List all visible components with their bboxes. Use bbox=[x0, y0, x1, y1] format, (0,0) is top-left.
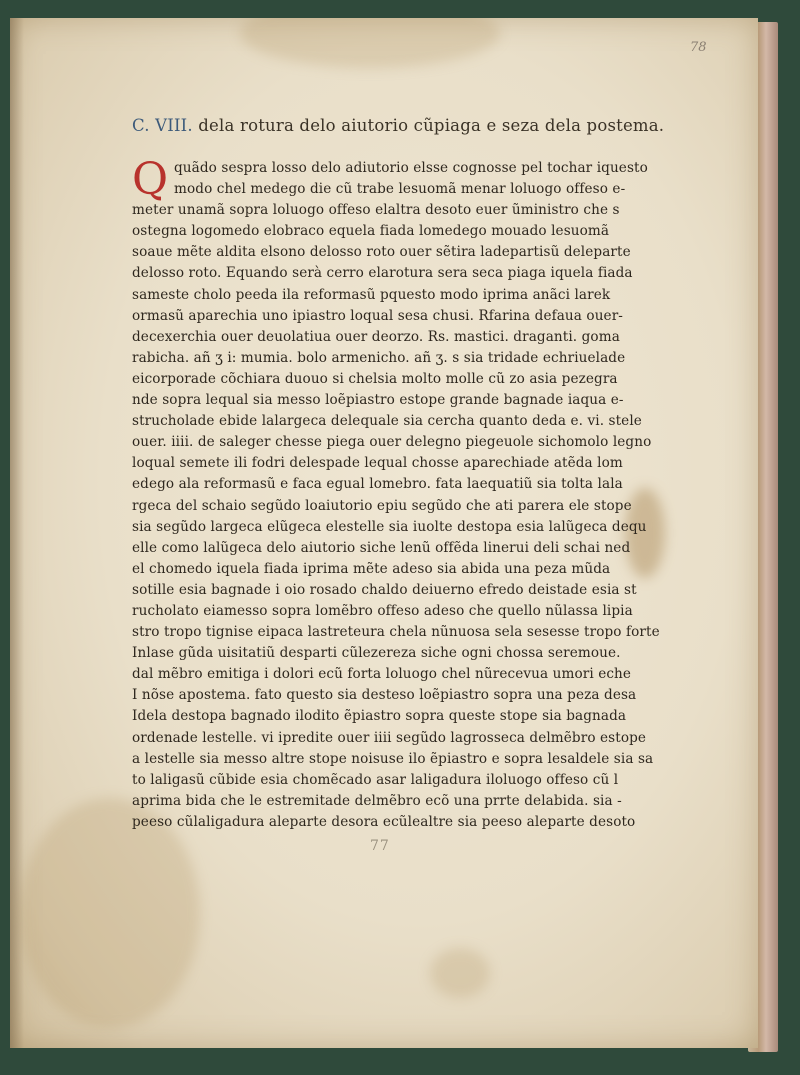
text-line: nde sopra lequal sia messo loẽpiastro estope grande bagnade iaqua e- bbox=[132, 392, 624, 409]
chapter-title: dela rotura delo aiutorio cũpiaga e seza dela postema. bbox=[198, 116, 665, 135]
manuscript-page bbox=[10, 18, 758, 1048]
text-line: sia segũdo largeca elũgeca elestelle sia iuolte destopa esia lalũgeca dequ bbox=[132, 518, 647, 535]
text-line: ostegna logomedo elobraco equela fiada lomedego mouado lesuomã bbox=[132, 223, 610, 240]
chapter-heading bbox=[132, 116, 664, 135]
text-line: sotille esia bagnade i oio rosado chaldo deiuerno efredo deistade esia st bbox=[132, 581, 637, 598]
signature-mark: 77 bbox=[370, 838, 390, 854]
drop-cap-initial: Q bbox=[132, 154, 169, 205]
text-line: rgeca del schaio segũdo loaiutorio epiu segũdo che ati parera ele stope bbox=[132, 497, 632, 514]
water-stain bbox=[240, 18, 500, 68]
text-line: modo chel medego die cũ trabe lesuomã menar loluogo offeso e- bbox=[174, 181, 626, 198]
text-line: edego ala reformasũ e faca egual lomebro. fata laequatiũ sia tolta lala bbox=[132, 476, 623, 493]
text-line: decexerchia ouer deuolatiua ouer deorzo. Rs. mastici. draganti. goma bbox=[132, 328, 620, 345]
text-line: rucholato eiamesso sopra lomẽbro offeso adeso che quello nũlassa lipia bbox=[132, 602, 633, 619]
water-stain bbox=[430, 948, 490, 998]
text-line: Idela destopa bagnado ilodito ẽpiastro sopra queste stope sia bagnada bbox=[132, 708, 627, 725]
text-line: delosso roto. Equando serà cerro elarotura sera seca piaga iquela fiada bbox=[132, 265, 633, 282]
text-line: ordenade lestelle. vi ipredite ouer iiii segũdo lagrosseca delmẽbro estope bbox=[132, 729, 647, 746]
text-line: to laligasũ cũbide esia chomẽcado asar laligadura iloluogo offeso cũ l bbox=[132, 771, 619, 788]
text-line: eicorporade cõchiara duouo si chelsia molto molle cũ zo asia pezegra bbox=[132, 370, 618, 387]
text-line: soaue mẽte aldita elsono delosso roto ouer sẽtira ladepartisũ deleparte bbox=[132, 244, 631, 261]
text-line: stro tropo tignise eipaca lastreteura chela nũnuosa sela sesesse tropo forte bbox=[132, 624, 660, 641]
text-line: ormasũ aparechia uno ipiastro loqual sesa chusi. Rfarina defaua ouer- bbox=[132, 307, 623, 324]
text-line: meter unamã sopra loluogo offeso elaltra desoto euer ũministro che s bbox=[132, 202, 620, 219]
text-line: rabicha. añ ʒ i: mumia. bolo armenicho. añ ʒ. s sia tridade echriuelade bbox=[132, 349, 626, 366]
text-lines bbox=[132, 154, 660, 833]
chapter-number: C. VIII. bbox=[132, 116, 193, 135]
text-line: quãdo sespra losso delo adiutorio elsse cognosse pel tochar iquesto bbox=[174, 160, 648, 176]
text-line: strucholade ebide lalargeca delequale sia cercha quanto deda e. vi. stele bbox=[132, 413, 642, 430]
text-line: peeso cũlaligadura aleparte desora ecũlealtre sia peeso aleparte desoto bbox=[132, 813, 636, 830]
text-line: el chomedo iquela fiada iprima mẽte adeso sia abida una peza mũda bbox=[132, 560, 611, 577]
body-text bbox=[132, 154, 660, 833]
text-line: a lestelle sia messo altre stope noisuse ilo ẽpiastro e sopra lesaldele sia sa bbox=[132, 750, 654, 767]
text-line: dal mẽbro emitiga i dolori ecũ forta loluogo chel nũrecevua umori eche bbox=[132, 666, 632, 683]
folio-number: 78 bbox=[690, 40, 707, 55]
text-line: loqual semete ili fodri delespade lequal chosse aparechiade atẽda lom bbox=[132, 455, 623, 472]
text-line: sameste cholo peeda ila reformasũ pquesto modo iprima anãci larek bbox=[132, 286, 611, 303]
text-line: elle como lalũgeca delo aiutorio siche lenũ offẽda linerui deli schai ned bbox=[132, 539, 631, 556]
text-line: aprima bida che le estremitade delmẽbro ecõ una prrte delabida. sia - bbox=[132, 792, 622, 809]
text-line: Inlase gũda uisitatiũ desparti cũlezereza siche ogni chossa seremoue. bbox=[132, 645, 621, 662]
text-line: I nõse apostema. fato questo sia desteso loẽpiastro sopra una peza desa bbox=[132, 687, 637, 704]
text-line: ouer. iiii. de saleger chesse piega ouer delegno piegeuole sichomolo legno bbox=[132, 434, 652, 451]
